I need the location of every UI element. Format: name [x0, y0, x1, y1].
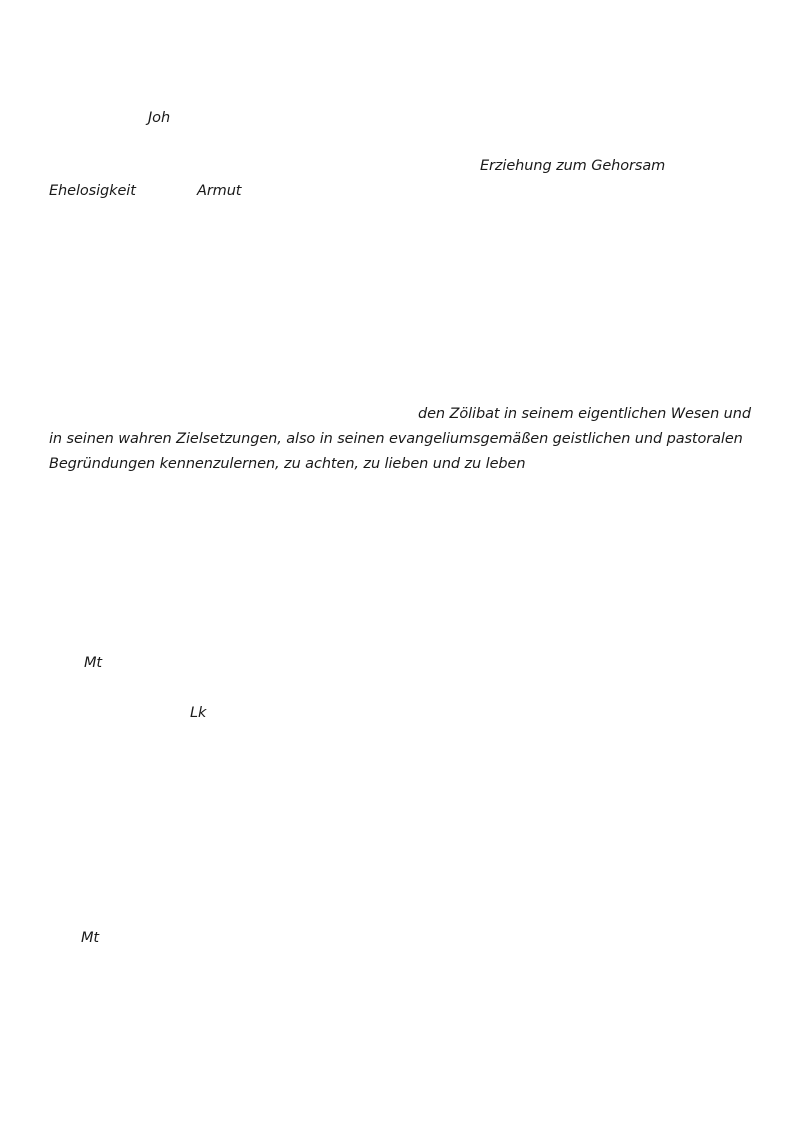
reference-mt-first: Mt [84, 655, 102, 671]
reference-mt-second: Mt [81, 930, 99, 946]
reference-joh: Joh [148, 110, 171, 126]
zoelibat-text-line-3: Begründungen kennenzulernen, zu achten, zu lieben und zu leben [49, 456, 526, 472]
zoelibat-text-line-1: den Zölibat in seinem eigentlichen Wesen und [418, 406, 751, 422]
phrase-erziehung-zum-gehorsam: Erziehung zum Gehorsam [480, 158, 666, 174]
zoelibat-text-line-2: in seinen wahren Zielsetzungen, also in seinen evangeliumsgemäßen geistlichen und pastoralen [49, 431, 743, 447]
phrase-armut: Armut [197, 183, 242, 199]
reference-lk: Lk [190, 705, 207, 721]
phrase-ehelosigkeit: Ehelosigkeit [49, 183, 136, 199]
